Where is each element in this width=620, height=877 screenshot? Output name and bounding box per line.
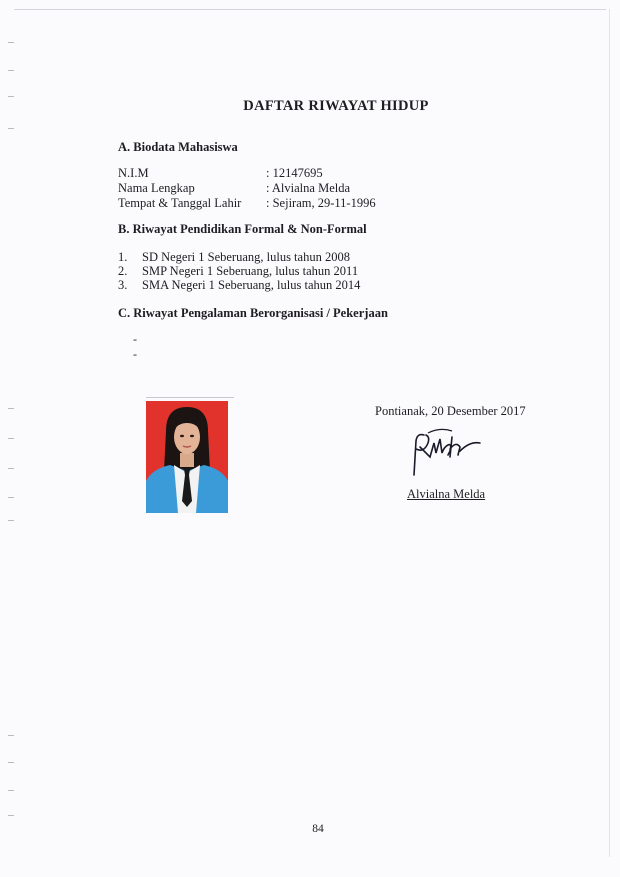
person-portrait-icon (146, 401, 228, 513)
bio-label: Tempat & Tanggal Lahir (118, 196, 242, 210)
bio-value: : Alvialna Melda (266, 181, 351, 195)
section-b-heading: B. Riwayat Pendidikan Formal & Non-Formal (118, 222, 367, 236)
bio-label: N.I.M (118, 166, 149, 180)
document-title: DAFTAR RIWAYAT HIDUP (243, 98, 429, 114)
photo-edge (146, 397, 234, 398)
list-number: 1. (118, 250, 128, 264)
list-number: 3. (118, 278, 128, 292)
list-text: SMP Negeri 1 Seberuang, lulus tahun 2011 (142, 264, 359, 278)
bio-row-nama (118, 181, 418, 196)
list-text: SMA Negeri 1 Seberuang, lulus tahun 2014 (142, 278, 361, 292)
bio-value: : 12147695 (266, 166, 323, 180)
empty-list-item: - (133, 332, 137, 346)
bio-value: : Sejiram, 29-11-1996 (266, 196, 376, 210)
top-scan-edge (14, 9, 606, 10)
empty-list-item: - (133, 347, 137, 361)
list-number: 2. (118, 264, 128, 278)
section-c-heading: C. Riwayat Pengalaman Berorganisasi / Pekerjaan (118, 306, 388, 320)
bio-row-ttl (118, 196, 418, 211)
signer-name: Alvialna Melda (407, 487, 486, 501)
right-scan-edge (609, 9, 610, 857)
page-number: 84 (312, 823, 324, 835)
section-a-heading: A. Biodata Mahasiswa (118, 140, 238, 154)
signature-image (400, 423, 484, 481)
list-text: SD Negeri 1 Seberuang, lulus tahun 2008 (142, 250, 350, 264)
bio-label: Nama Lengkap (118, 181, 195, 195)
profile-photo (146, 401, 228, 513)
bio-row-nim (118, 166, 418, 181)
place-date: Pontianak, 20 Desember 2017 (375, 404, 526, 418)
